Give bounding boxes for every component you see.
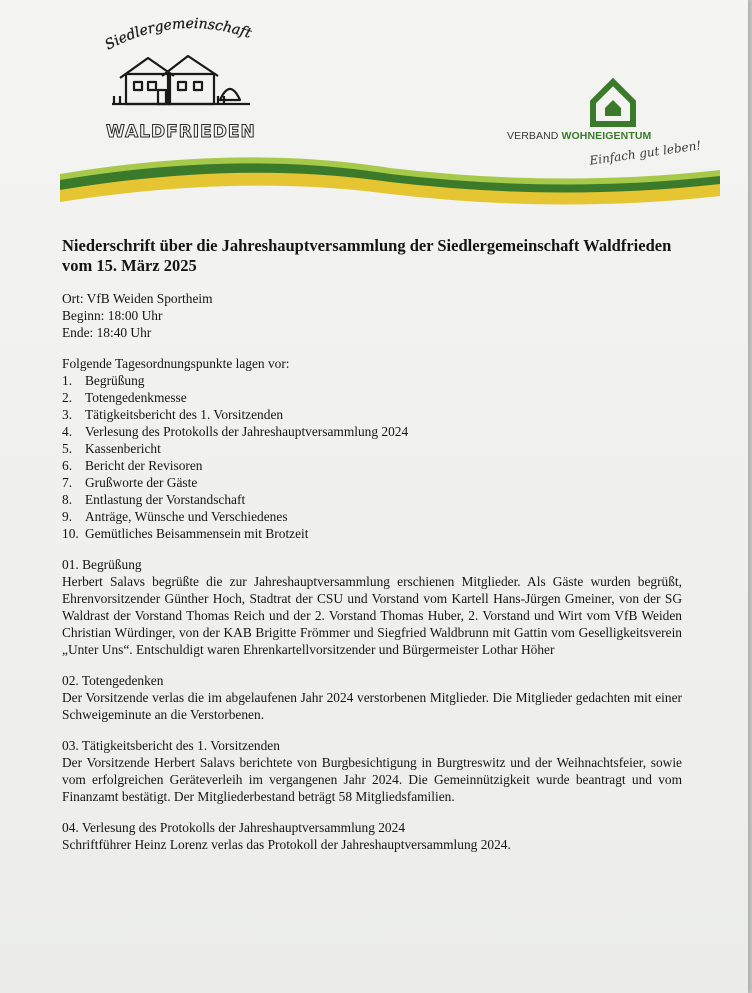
agenda-item-text: Begrüßung [85,373,145,388]
logo-name: WALDFRIEDEN [106,122,256,142]
agenda-item-number: 2. [62,390,73,405]
agenda-item-number: 1. [62,373,73,388]
section-heading: 02. Totengedenken [62,673,164,688]
agenda-item-text: Verlesung des Protokolls der Jahreshauptversammlung 2024 [85,424,409,439]
section-body: Schriftführer Heinz Lorenz verlas das Protokoll der Jahreshauptversammlung 2024. [62,837,511,852]
section-body: Der Vorsitzende verlas die im abgelaufenen Jahr 2024 verstorbenen Mitglieder. Die Mitglieder gedachten mit einer Schweigeminute an die Verstorbenen. [62,690,682,722]
verband-brand: WOHNEIGENTUM [561,130,652,142]
agenda-item-text: Gemütliches Beisammensein mit Brotzeit [85,526,309,541]
meeting-info [62,290,682,341]
meeting-end: Ende: 18:40 Uhr [62,325,152,340]
meeting-location: Ort: VfB Weiden Sportheim [62,291,213,306]
agenda-item-text: Bericht der Revisoren [85,458,203,473]
agenda-intro: Folgende Tagesordnungspunkte lagen vor: [62,356,290,371]
section-heading: 01. Begrüßung [62,557,142,572]
agenda-item [62,525,682,542]
agenda-item [62,372,682,389]
agenda-item-text: Tätigkeitsbericht des 1. Vorsitzenden [85,407,284,422]
section-heading: 04. Verlesung des Protokolls der Jahreshauptversammlung 2024 [62,820,406,835]
agenda-item [62,457,682,474]
logo-arc-text: Siedlergemeinschaft [102,16,254,54]
agenda-item-text: Totengedenkmesse [85,390,187,405]
verband-text [507,130,651,142]
house-logo-icon [583,78,643,128]
header-swoosh [60,150,720,210]
section-taetigkeitsbericht [62,737,682,805]
agenda-item-text: Kassenbericht [85,441,161,456]
agenda-item-number: 3. [62,407,73,422]
section-begruessung [62,556,682,658]
agenda-item [62,406,682,423]
agenda-item [62,440,682,457]
agenda-item [62,389,682,406]
agenda-item [62,508,682,525]
agenda-item-text: Grußworte der Gäste [85,475,198,490]
waldfrieden-logo [100,16,280,146]
document-title: Niederschrift über die Jahreshauptversammlung der Siedlergemeinschaft Waldfrieden vom 15. März 2025 [62,236,672,275]
agenda-item-number: 7. [62,475,73,490]
agenda-item [62,474,682,491]
section-totengedenken [62,672,682,723]
agenda-item [62,423,682,440]
section-body: Der Vorsitzende Herbert Salavs berichtete von Burgbesichtigung in Burgtreswitz und der Weihnachtsfeier, sowie vom erfolgreichen Geräteverleih im vergangenen Jahr 2024. Die Gemeinnützigkeit wurde beantragt und vom Finanzamt bestätigt. Der Mitgliederbestand beträgt 58 Mitgliedsfamilien. [62,755,682,804]
svg-text:Siedlergemeinschaft [103,16,254,53]
section-body: Herbert Salavs begrüßte die zur Jahreshauptversammlung erschienen Mitglieder. Als Gäste wurden begrüßt, Ehrenvorsitzender Günther Hoch, Stadtrat der CSU und Vorstand vom Kartell Hans-Jürgen Gmeiner, von der SG Waldrast der Vorstand Thomas Reich und der 2. Vorstand Thomas Huber, 2. Vorstand und Wirt vom VfB Weiden Christian Würdinger, von der KAB Brigitte Frömmer und Siegfried Waldbrunn mit Gattin vom Geselligkeitsverein „Unter Uns“. Entschuldigt waren Ehrenkartellvorsitzender und Bürgermeister Lothar Höher [62,574,682,657]
agenda-item [62,491,682,508]
agenda-item-number: 5. [62,441,73,456]
verband-prefix: VERBAND [507,130,559,142]
agenda-item-number: 4. [62,424,73,439]
agenda-item-number: 6. [62,458,73,473]
document-content [62,236,682,867]
agenda-item-text: Entlastung der Vorstandschaft [85,492,246,507]
section-protokoll [62,819,682,853]
slogan: Einfach gut leben! [588,138,702,168]
meeting-start: Beginn: 18:00 Uhr [62,308,163,323]
agenda-item-number: 10. [62,526,79,541]
section-heading: 03. Tätigkeitsbericht des 1. Vorsitzenden [62,738,280,753]
agenda-item-number: 8. [62,492,73,507]
agenda-item-text: Anträge, Wünsche und Verschiedenes [85,509,288,524]
agenda-item-number: 9. [62,509,73,524]
agenda-list [62,372,682,542]
